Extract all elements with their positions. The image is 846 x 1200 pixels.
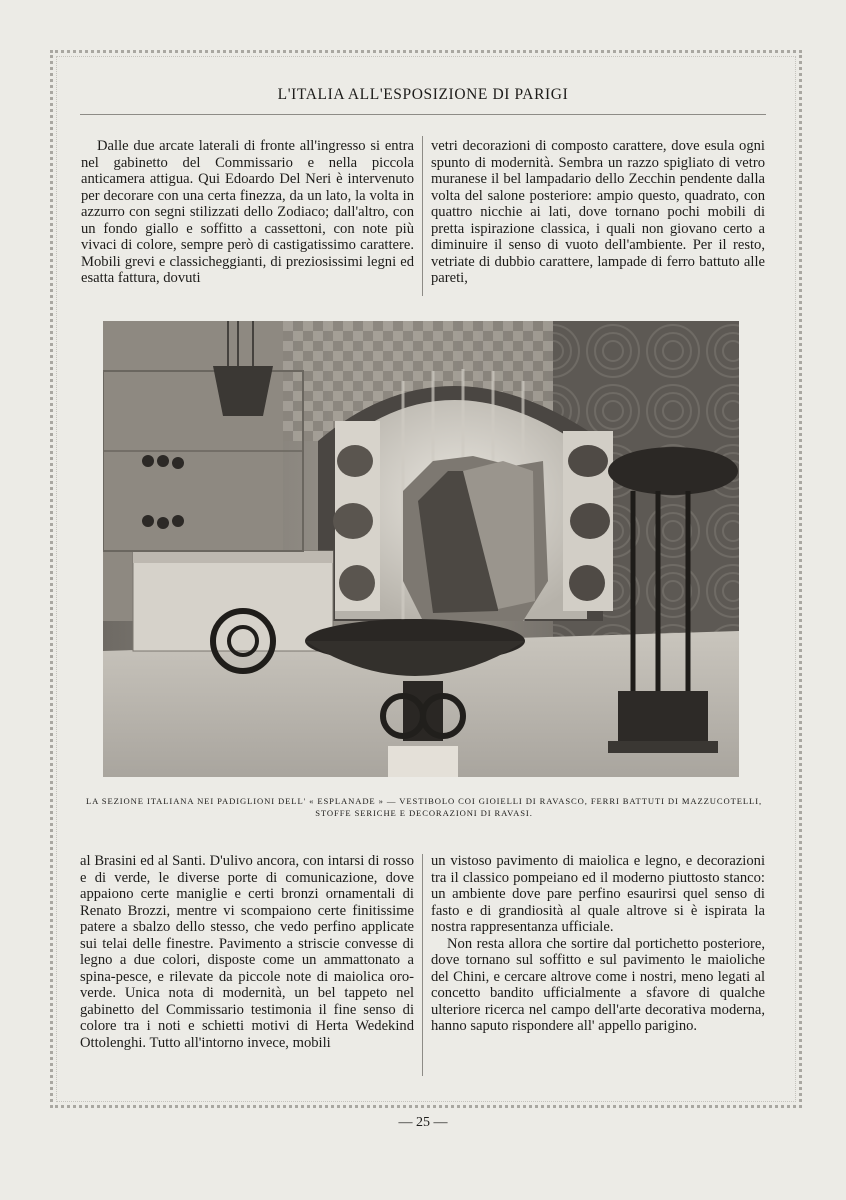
lower-left-column [80,853,414,1051]
lower-left-paragraph: al Brasini ed al Santi. D'ulivo ancora, con intarsi di rosso e di verde, le diverse porte di comunicazione, dove appaiono certe maniglie e certi bronzi ornamentali di Renato Brozzi, mentre vi scompaiono certe finitissime patere a sbalzo dello stesso, che vedo perfino applicate sui telai delle finestre. Pavimento a striscie convesse di legno a due colori, disposte come un ammattonato a spina-pesce, e rilevate da piccole note di maiolica oro-verde. Unica nota di modernità, un bel tappeto nel gabinetto del Commissario testimonia il fine senso di colore tra i noti e schietti motivi di Herta Wedekind Ottolenghi. Tutto all'intorno invece, mobili [80,853,414,1051]
running-title: L'ITALIA ALL'ESPOSIZIONE DI PARIGI [277,86,569,103]
figure-caption: LA SEZIONE ITALIANA NEI PADIGLIONI DELL' « ESPLANADE » — VESTIBOLO COI GIOIELLI DI RAVASCO, FERRI BATTUTI DI MAZZUCOTELLI, STOFFE SERICHE E DECORAZIONI DI RAVASI. [85,796,763,818]
lower-right-paragraph-2: Non resta allora che sortire dal portichetto posteriore, dove tornano sul soffitto e sul pavimento le maioliche del Chini, e cercare altrove come i nostri, meno legati al concetto bandito ufficialmente a sfavore di qualche ulteriore ricerca nel campo dell'arte decorativa moderna, hanno saputo rispondere all' appello parigino. [431,935,765,1034]
upper-column-divider [422,136,423,296]
upper-left-column [81,138,414,287]
upper-left-paragraph: Dalle due arcate laterali di fronte all'ingresso si entra nel gabinetto del Commissario e nella piccola anticamera attigua. Qui Edoardo Del Neri è intervenuto per decorare con una certa finezza, da un lato, la volta in azzurro con segni stilizzati dello Zodiaco; dall'altro, con un fondo giallo e soffitto a cassettoni, con note più vivaci di colore, sempre però di castigatissimo carattere. Mobili grevi e classicheggianti, di preziosissimi legni ed esatta fattura, dovuti [81,138,414,286]
upper-right-column [431,138,765,287]
lower-right-column [431,853,765,1035]
page-number: — 25 — [398,1115,448,1130]
lower-column-divider [422,854,423,1076]
upper-right-paragraph: vetri decorazioni di composto carattere, dove esula ogni spunto di modernità. Sembra un razzo spigliato di vetro muranese il bel lampadario dello Zecchin pendente dalla volta del salone posteriore: ampio questo, quadrato, con quattro nicchie ai lati, dove tornano pochi mobili di pretta ispirazione classica, i quali non giovano certo a diminuire il senso di vuoto dell'ambiente. Per il resto, vetriate di dubbio carattere, lampade di ferro battuto alle pareti, [431,138,765,286]
lower-right-paragraph-1: un vistoso pavimento di maiolica e legno, e decorazioni tra il classico pompeiano ed il moderno piuttosto stanco: un ambiente dove pare perfino esaurirsi quel senso di fasto e di grandiosità al quale altrove si è ispirata la nostra rappresentanza ufficiale. [431,853,765,935]
header-rule [80,114,766,115]
exhibition-photograph [103,321,739,777]
